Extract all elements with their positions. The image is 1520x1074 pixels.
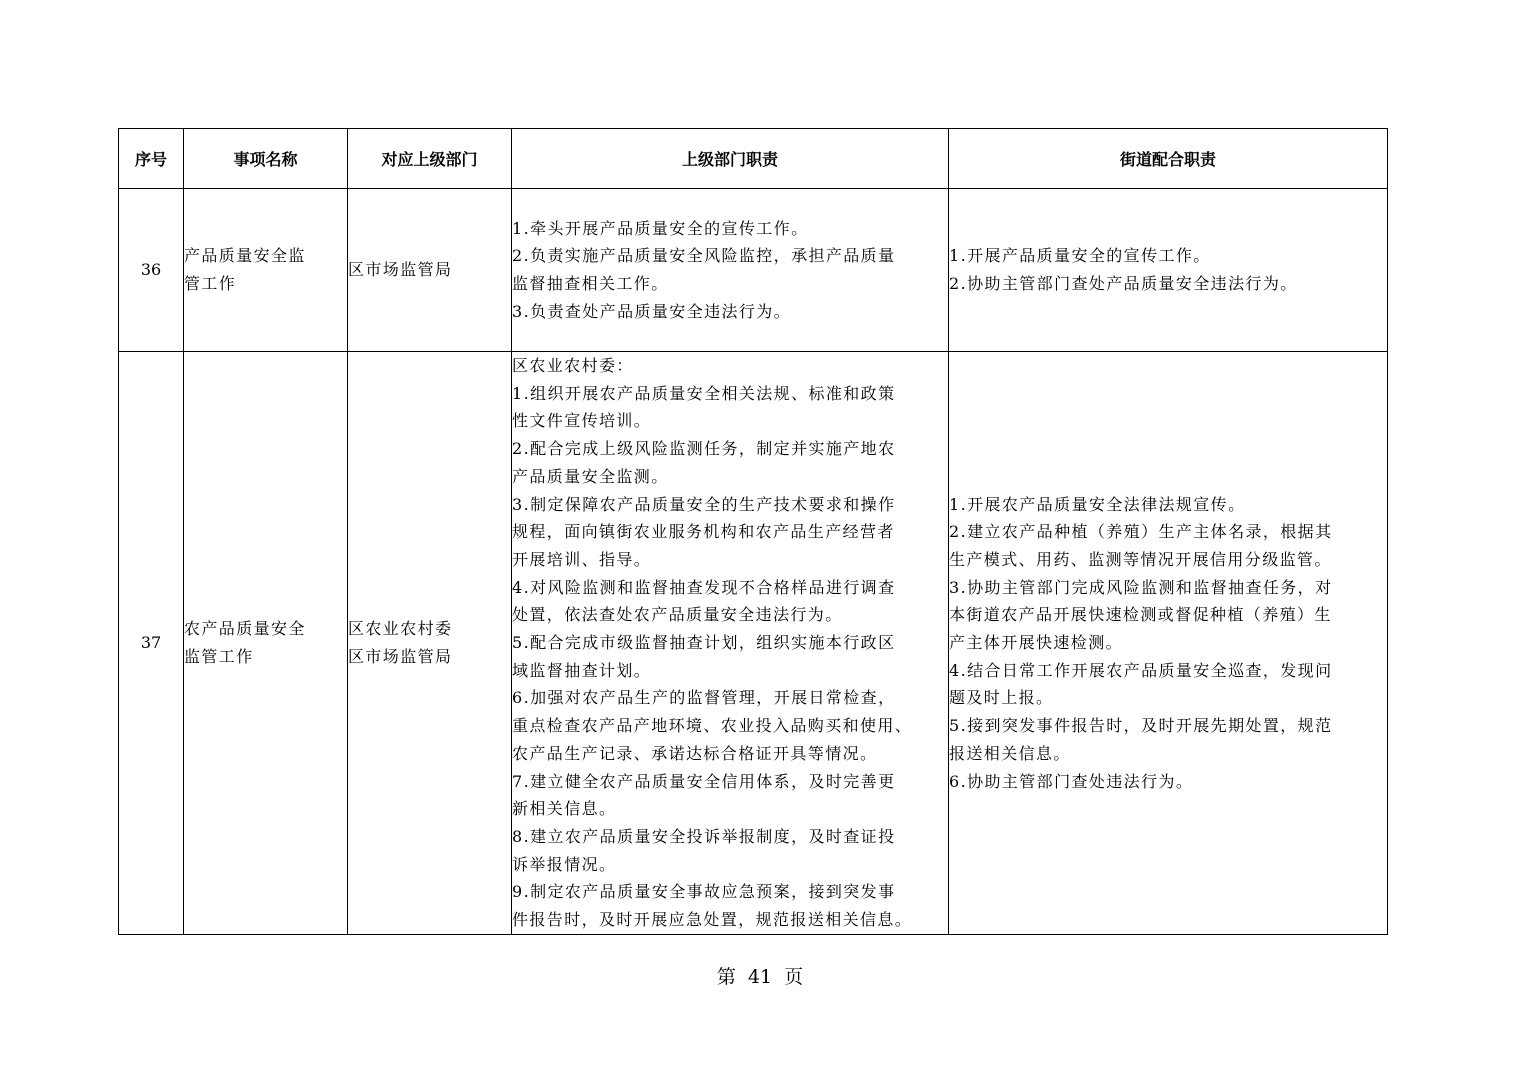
street-duty-line: 2.建立农产品种植（养殖）生产主体名录，根据其 — [949, 522, 1333, 542]
duty-line: 7.建立健全农产品质量安全信用体系，及时完善更 — [512, 771, 896, 791]
row-superior-duty — [512, 189, 949, 352]
street-duty-line: 生产模式、用药、监测等情况开展信用分级监管。 — [949, 549, 1332, 569]
row-item-name — [184, 189, 348, 352]
row-street-duty — [949, 352, 1388, 935]
row-street-duty — [949, 189, 1388, 352]
row-superior-dept — [348, 189, 512, 352]
street-duty-line: 5.接到突发事件报告时，及时开展先期处置，规范 — [949, 716, 1333, 736]
street-duty-line: 本街道农产品开展快速检测或督促种植（养殖）生 — [949, 605, 1332, 625]
street-duty-line: 报送相关信息。 — [949, 743, 1071, 763]
header-superior-duty: 上级部门职责 — [512, 129, 949, 189]
header-superior-dept: 对应上级部门 — [348, 129, 512, 189]
duty-line: 诉举报情况。 — [512, 854, 617, 874]
duty-line: 4.对风险监测和监督抽查发现不合格样品进行调查 — [512, 577, 896, 597]
page-number: 第 41 页 — [716, 966, 804, 988]
duty-line: 农产品生产记录、承诺达标合格证开具等情况。 — [512, 743, 878, 763]
duty-line: 1.牵头开展产品质量安全的宣传工作。 — [512, 218, 809, 238]
duty-line: 1.组织开展农产品质量安全相关法规、标准和政策 — [512, 383, 896, 403]
street-duty-line: 4.结合日常工作开展农产品质量安全巡查，发现问 — [949, 660, 1333, 680]
duty-line: 新相关信息。 — [512, 799, 617, 819]
duty-line: 域监督抽查计划。 — [512, 660, 652, 680]
header-item-name: 事项名称 — [184, 129, 348, 189]
street-duty-line: 1.开展农产品质量安全法律法规宣传。 — [949, 494, 1246, 514]
duty-line: 3.负责查处产品质量安全违法行为。 — [512, 301, 792, 321]
dept-line: 区市场监管局 — [348, 260, 453, 280]
item-name-line: 农产品质量安全 — [184, 619, 306, 639]
row-item-name — [184, 352, 348, 935]
row-index: 36 — [119, 189, 184, 352]
table-row — [119, 189, 1388, 352]
duty-line: 5.配合完成市级监督抽查计划，组织实施本行政区 — [512, 633, 896, 653]
duty-line: 6.加强对农产品生产的监督管理，开展日常检查， — [512, 688, 896, 708]
duty-line: 9.制定农产品质量安全事故应急预案，接到突发事 — [512, 882, 896, 902]
street-duty-line: 2.协助主管部门查处产品质量安全违法行为。 — [949, 274, 1298, 293]
duty-line: 处置，依法查处农产品质量安全违法行为。 — [512, 605, 843, 625]
duty-line: 8.建立农产品质量安全投诉举报制度，及时查证投 — [512, 826, 896, 846]
duty-line: 规程，面向镇街农业服务机构和农产品生产经营者 — [512, 522, 895, 542]
duty-line: 重点检查农产品产地环境、农业投入品购买和使用、 — [512, 716, 913, 736]
duty-line: 2.负责实施产品质量安全风险监控，承担产品质量 — [512, 246, 896, 266]
table-header-row — [119, 129, 1388, 189]
street-duty-line: 题及时上报。 — [949, 688, 1054, 708]
dept-line: 区市场监管局 — [348, 646, 453, 666]
duty-line: 性文件宣传培训。 — [512, 411, 652, 431]
table-row — [119, 352, 1388, 935]
header-street-duty: 街道配合职责 — [949, 129, 1388, 189]
item-name-line: 监管工作 — [184, 646, 254, 666]
duty-line: 区农业农村委： — [512, 356, 634, 375]
street-duty-line: 产主体开展快速检测。 — [949, 633, 1124, 653]
street-duty-line: 6.协助主管部门查处违法行为。 — [949, 771, 1194, 791]
header-index: 序号 — [119, 129, 184, 189]
street-duty-line: 3.协助主管部门完成风险监测和监督抽查任务，对 — [949, 577, 1333, 597]
duty-line: 产品质量安全监测。 — [512, 466, 669, 486]
duty-line: 2.配合完成上级风险监测任务，制定并实施产地农 — [512, 439, 896, 459]
duty-line: 件报告时，及时开展应急处置，规范报送相关信息。 — [512, 910, 913, 930]
street-duty-line: 1.开展产品质量安全的宣传工作。 — [949, 246, 1211, 266]
item-name-line: 产品质量安全监 — [184, 246, 306, 266]
duty-line: 开展培训、指导。 — [512, 549, 652, 569]
duty-line: 监督抽查相关工作。 — [512, 274, 669, 293]
item-name-line: 管工作 — [184, 274, 237, 293]
row-superior-duty — [512, 352, 949, 935]
responsibility-table — [118, 128, 1388, 935]
duty-line: 3.制定保障农产品质量安全的生产技术要求和操作 — [512, 494, 896, 514]
row-superior-dept — [348, 352, 512, 935]
dept-line: 区农业农村委 — [348, 619, 453, 639]
row-index: 37 — [119, 352, 184, 935]
